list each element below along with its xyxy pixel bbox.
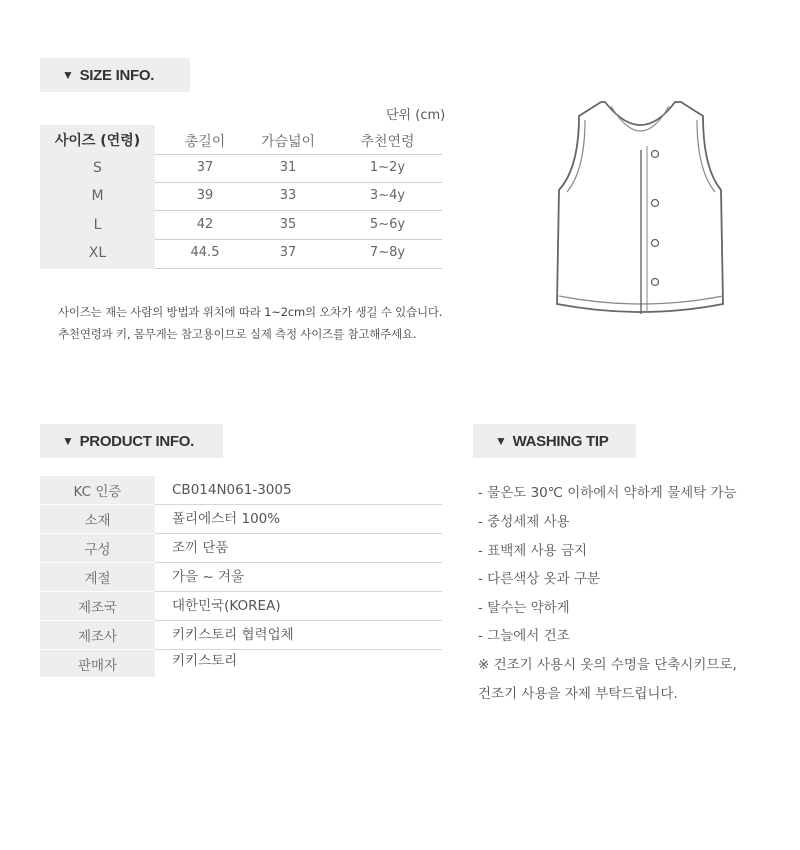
product-info-label: 소재 (40, 505, 155, 533)
washing-tip-item: - 다른색상 옷과 구분 (478, 571, 601, 587)
product-info-value: 조끼 단품 (172, 540, 229, 556)
sleeveless-vest-icon (553, 98, 728, 323)
size-unit: 단위 (cm) (386, 108, 446, 123)
chest-value: 33 (279, 188, 297, 203)
size-label: XL (88, 245, 107, 261)
washing-tip-note: 건조기 사용을 자제 부탁드립니다. (478, 686, 678, 702)
washing-tip-header (473, 424, 636, 458)
washing-tip-note: ※ 건조기 사용시 옷의 수명을 단축시키므로, (478, 657, 737, 673)
product-info-value: 키키스토리 협력업체 (172, 627, 294, 643)
size-label: M (91, 188, 104, 204)
product-info-value: 대한민국(KOREA) (172, 598, 281, 614)
triangle-down-icon: ▼ (495, 434, 507, 448)
table-divider (155, 239, 442, 240)
age-value: 7~8y (369, 245, 406, 260)
washing-tip-item: - 중성세제 사용 (478, 514, 570, 530)
age-value: 5~6y (369, 217, 406, 232)
size-note: 사이즈는 재는 사람의 방법과 위치에 따라 1~2cm의 오차가 생길 수 있습니다. (58, 305, 443, 319)
chest-value: 35 (279, 217, 297, 232)
size-label: S (93, 160, 102, 176)
product-info-value: CB014N061-3005 (172, 482, 292, 498)
product-info-value: 폴리에스터 100% (172, 511, 281, 527)
length-column-header: 총길이 (184, 134, 226, 150)
age-value: 3~4y (369, 188, 406, 203)
product-info-label: 제조사 (40, 621, 155, 649)
chest-column-header: 가슴넓이 (260, 134, 316, 150)
size-label: L (93, 217, 102, 233)
table-divider (155, 210, 442, 211)
product-info-label: 판매자 (40, 650, 155, 677)
table-divider (155, 154, 442, 155)
length-value: 39 (196, 188, 214, 203)
product-info-value: 가을 ~ 겨울 (172, 569, 245, 585)
size-note: 추천연령과 키, 몸무게는 참고용이므로 실제 측정 사이즈를 참고해주세요. (58, 327, 417, 341)
product-info-header (40, 424, 223, 458)
length-value: 44.5 (190, 245, 220, 260)
table-divider (155, 182, 442, 183)
table-divider (155, 268, 442, 269)
triangle-down-icon: ▼ (62, 68, 74, 82)
washing-tip-title: WASHING TIP (512, 432, 609, 450)
washing-tip-item: - 탈수는 약하게 (478, 600, 570, 616)
length-value: 37 (196, 160, 214, 175)
chest-value: 37 (279, 245, 297, 260)
length-value: 42 (196, 217, 214, 232)
chest-value: 31 (279, 160, 297, 175)
age-value: 1~2y (369, 160, 406, 175)
product-info-title: PRODUCT INFO. (79, 432, 195, 450)
size-info-title: SIZE INFO. (79, 66, 155, 84)
triangle-down-icon: ▼ (62, 434, 74, 448)
washing-tip-item: - 그늘에서 건조 (478, 628, 570, 644)
size-column-header: 사이즈 (연령) (40, 125, 155, 155)
product-info-label: 제조국 (40, 592, 155, 620)
product-info-label: KC 인증 (40, 476, 155, 504)
product-info-label: 구성 (40, 534, 155, 562)
washing-tip-item: - 표백제 사용 금지 (478, 543, 588, 559)
washing-tip-item: - 물온도 30℃ 이하에서 약하게 물세탁 가능 (478, 485, 737, 501)
age-column-header: 추천연령 (360, 134, 415, 150)
product-info-value: 키키스토리 (172, 653, 238, 669)
size-info-header (40, 58, 190, 92)
product-info-label: 계절 (40, 563, 155, 591)
